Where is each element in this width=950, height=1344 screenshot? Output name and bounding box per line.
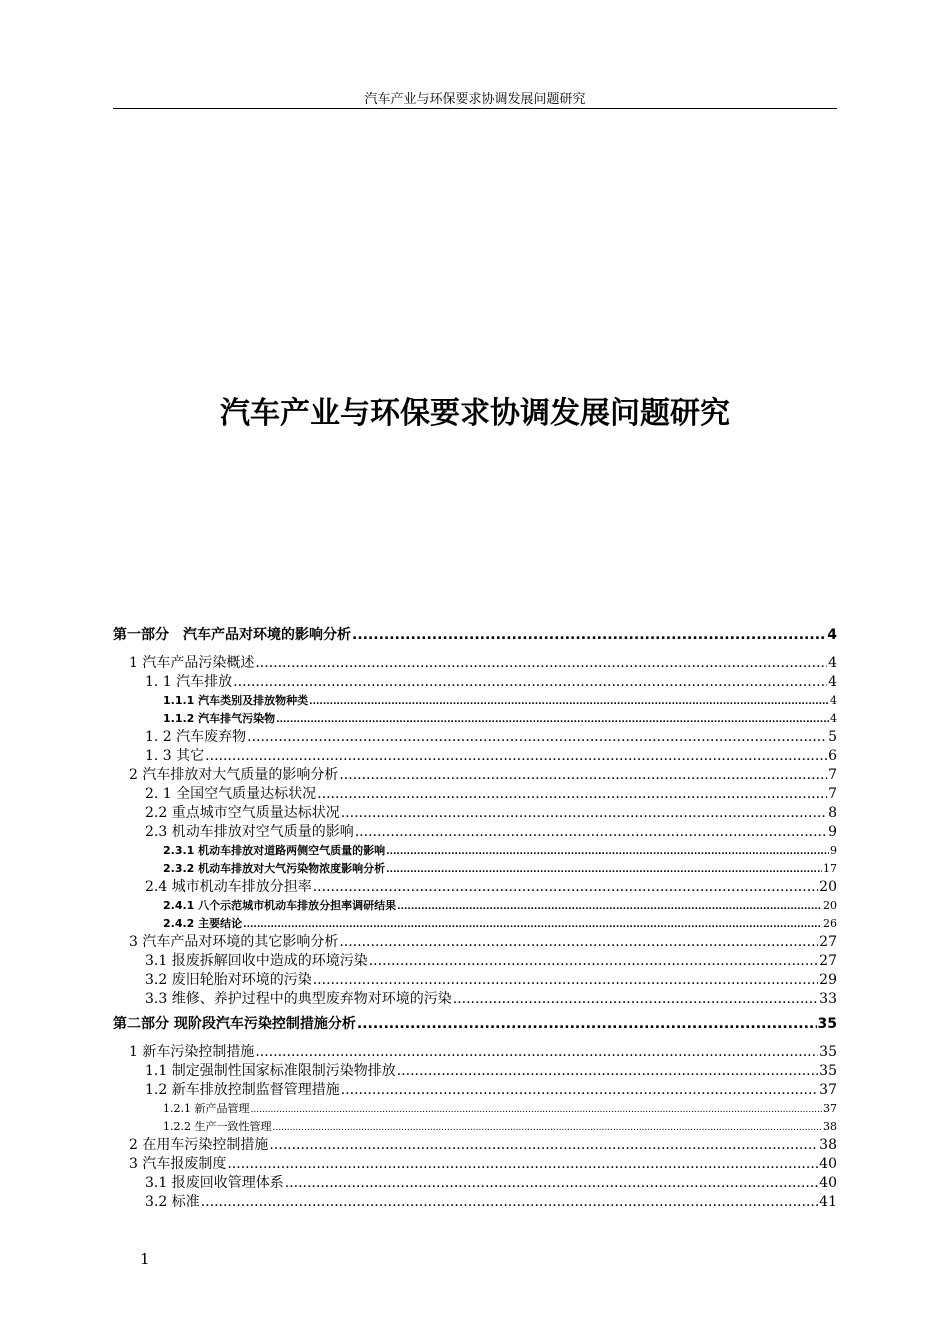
toc-entry[interactable] [113,971,837,990]
toc-entry-label: 2 汽车排放对大气质量的影响分析 [129,767,339,783]
toc-entry-page: 9 [830,844,837,857]
toc-entry[interactable] [113,842,837,860]
toc-entry-page: 4 [830,694,837,707]
toc-leader-dots [255,1043,818,1062]
toc-leader-dots [453,990,818,1009]
toc-entry-page: 37 [819,1082,837,1098]
toc-leader-dots [201,1193,818,1212]
toc-entry-label: 2.2 重点城市空气质量达标状况 [145,805,340,821]
toc-leader-dots [386,861,822,878]
toc-entry-label: 1.2.1 新产品管理 [163,1102,250,1115]
toc-leader-dots [339,933,818,952]
toc-leader-dots [357,1013,817,1035]
toc-entry[interactable] [113,878,837,897]
toc-entry[interactable] [113,1062,837,1081]
toc-entry-label: 1. 2 汽车废弃物 [145,729,247,745]
toc-entry[interactable] [113,1013,837,1035]
toc-entry[interactable] [113,1193,837,1212]
toc-entry[interactable] [113,990,837,1009]
toc-leader-dots [247,728,827,747]
toc-entry-label: 1.1 制定强制性国家标准限制污染物排放 [145,1063,396,1079]
toc-entry[interactable] [113,624,837,646]
toc-entry-page: 17 [823,862,837,875]
toc-entry-label: 3 汽车产品对环境的其它影响分析 [129,934,339,950]
toc-entry-label: 3.3 维修、养护过程中的典型废弃物对环境的污染 [145,991,452,1007]
toc-entry-page: 20 [823,899,837,912]
toc-leader-dots [352,624,826,646]
toc-leader-dots [233,673,827,692]
table-of-contents [113,624,837,1212]
toc-entry-page: 41 [819,1194,837,1210]
toc-entry[interactable] [113,897,837,915]
toc-entry-page: 27 [819,934,837,950]
toc-entry[interactable] [113,933,837,952]
toc-leader-dots [273,1119,823,1136]
toc-entry-label: 2.3 机动车排放对空气质量的影响 [145,824,354,840]
toc-entry[interactable] [113,654,837,673]
toc-entry-page: 40 [819,1156,837,1172]
toc-entry-page: 26 [823,917,837,930]
toc-entry[interactable] [113,1118,837,1136]
toc-entry-page: 38 [823,1120,837,1133]
toc-leader-dots [341,804,827,823]
toc-leader-dots [355,823,827,842]
toc-leader-dots [386,843,829,860]
toc-entry[interactable] [113,1100,837,1118]
toc-entry-label: 1 汽车产品污染概述 [129,655,255,671]
toc-entry-page: 6 [828,748,837,764]
toc-entry[interactable] [113,1081,837,1100]
toc-entry-label: 第一部分 汽车产品对环境的影响分析 [113,627,351,643]
toc-entry-label: 3.2 废旧轮胎对环境的污染 [145,972,312,988]
toc-entry-label: 3.1 报废回收管理体系 [145,1175,284,1191]
toc-entry-page: 9 [828,824,837,840]
toc-leader-dots [205,747,827,766]
toc-entry-label: 1.2.2 生产一致性管理 [163,1120,272,1133]
toc-entry-label: 3 汽车报废制度 [129,1156,227,1172]
toc-leader-dots [251,1101,823,1118]
toc-leader-dots [243,916,822,933]
toc-entry-page: 38 [819,1137,837,1153]
toc-entry[interactable] [113,1043,837,1062]
toc-entry[interactable] [113,747,837,766]
toc-leader-dots [339,766,827,785]
toc-leader-dots [369,952,818,971]
toc-entry[interactable] [113,673,837,692]
toc-entry[interactable] [113,1155,837,1174]
toc-entry[interactable] [113,785,837,804]
toc-entry-page: 27 [819,953,837,969]
toc-entry-label: 2. 1 全国空气质量达标状况 [145,786,317,802]
toc-entry-label: 1. 1 汽车排放 [145,674,233,690]
toc-entry-page: 33 [819,991,837,1007]
toc-entry-page: 29 [819,972,837,988]
toc-entry-page: 7 [828,786,837,802]
toc-entry-label: 1.1.2 汽车排气污染物 [163,712,276,725]
toc-entry[interactable] [113,952,837,971]
toc-entry-page: 20 [819,879,837,895]
page-number: 1 [140,1250,150,1268]
toc-entry-page: 8 [828,805,837,821]
toc-entry-page: 35 [817,1016,837,1032]
toc-entry[interactable] [113,804,837,823]
document-title: 汽车产业与环保要求协调发展问题研究 [220,396,730,431]
toc-entry[interactable] [113,766,837,785]
running-header: 汽车产业与环保要求协调发展问题研究 [364,92,586,107]
toc-entry[interactable] [113,915,837,933]
toc-entry[interactable] [113,692,837,710]
toc-leader-dots [397,1062,818,1081]
toc-entry[interactable] [113,710,837,728]
header-rule [113,108,837,109]
toc-entry-label: 1 新车污染控制措施 [129,1044,255,1060]
toc-entry-page: 35 [819,1063,837,1079]
toc-entry-page: 4 [827,627,837,643]
toc-entry-label: 1. 3 其它 [145,748,205,764]
toc-entry-label: 3.2 标准 [145,1194,200,1210]
toc-entry-label: 1.1.1 汽车类别及排放物种类 [163,694,309,707]
toc-leader-dots [309,693,829,710]
toc-entry-label: 2.4.2 主要结论 [163,917,243,930]
toc-entry-page: 5 [828,729,837,745]
toc-leader-dots [317,785,827,804]
toc-entry[interactable] [113,823,837,842]
toc-entry-label: 3.1 报废拆解回收中造成的环境污染 [145,953,368,969]
toc-entry-page: 40 [819,1175,837,1191]
toc-entry-label: 第二部分 现阶段汽车污染控制措施分析 [113,1016,356,1032]
toc-entry-page: 37 [823,1102,837,1115]
toc-leader-dots [313,971,818,990]
toc-leader-dots [341,1081,818,1100]
toc-entry-page: 4 [828,655,837,671]
toc-entry[interactable] [113,728,837,747]
toc-leader-dots [285,1174,818,1193]
toc-entry-label: 2.3.1 机动车排放对道路两侧空气质量的影响 [163,844,386,857]
toc-entry-label: 2.4 城市机动车排放分担率 [145,879,312,895]
toc-entry-page: 7 [828,767,837,783]
toc-entry-label: 1.2 新车排放控制监督管理措施 [145,1082,340,1098]
toc-entry-page: 4 [828,674,837,690]
toc-entry[interactable] [113,1136,837,1155]
toc-leader-dots [255,654,827,673]
toc-entry-label: 2 在用车污染控制措施 [129,1137,269,1153]
toc-entry-page: 35 [819,1044,837,1060]
toc-entry[interactable] [113,860,837,878]
toc-leader-dots [397,898,822,915]
toc-entry-page: 4 [830,712,837,725]
toc-entry-label: 2.4.1 八个示范城市机动车排放分担率调研结果 [163,899,397,912]
toc-entry-label: 2.3.2 机动车排放对大气污染物浓度影响分析 [163,862,386,875]
toc-leader-dots [227,1155,818,1174]
toc-entry[interactable] [113,1174,837,1193]
toc-leader-dots [276,711,829,728]
toc-leader-dots [313,878,818,897]
toc-leader-dots [269,1136,818,1155]
